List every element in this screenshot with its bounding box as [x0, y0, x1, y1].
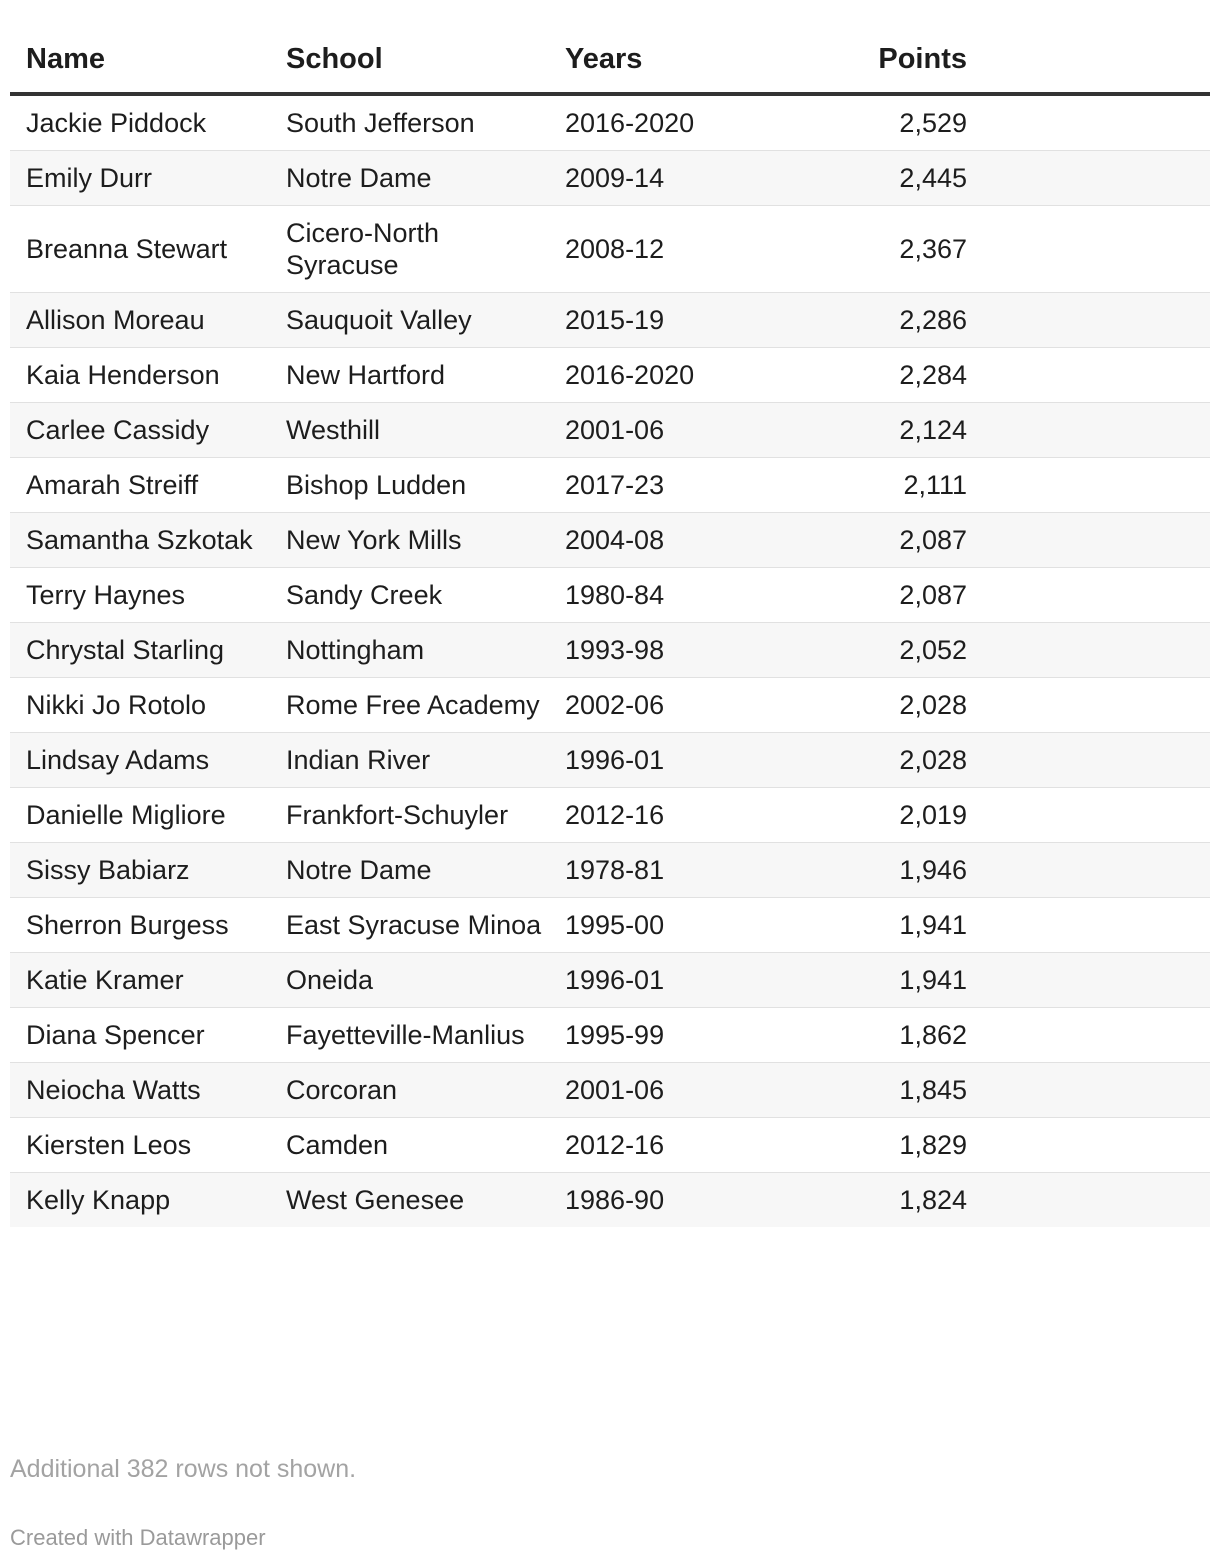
- cell-name: Nikki Jo Rotolo: [10, 678, 270, 733]
- table-row: [10, 151, 1210, 206]
- table-row: [10, 206, 1210, 293]
- cell-name: Amarah Streiff: [10, 458, 270, 513]
- cell-spacer: [967, 953, 1210, 1008]
- data-table: [10, 28, 1210, 1227]
- cell-school: Notre Dame: [270, 151, 549, 206]
- cell-spacer: [967, 623, 1210, 678]
- cell-name: Diana Spencer: [10, 1008, 270, 1063]
- cell-school: South Jefferson: [270, 94, 549, 151]
- cell-school: West Genesee: [270, 1173, 549, 1228]
- cell-spacer: [967, 293, 1210, 348]
- cell-spacer: [967, 348, 1210, 403]
- cell-spacer: [967, 1063, 1210, 1118]
- table-row: [10, 953, 1210, 1008]
- table-row: [10, 623, 1210, 678]
- cell-spacer: [967, 94, 1210, 151]
- cell-years: 2016-2020: [549, 348, 738, 403]
- table-row: [10, 678, 1210, 733]
- cell-name: Danielle Migliore: [10, 788, 270, 843]
- table-row: [10, 843, 1210, 898]
- cell-name: Emily Durr: [10, 151, 270, 206]
- table-row: [10, 94, 1210, 151]
- table-body: [10, 94, 1210, 1227]
- cell-spacer: [967, 733, 1210, 788]
- cell-years: 1986-90: [549, 1173, 738, 1228]
- cell-school: Camden: [270, 1118, 549, 1173]
- cell-name: Katie Kramer: [10, 953, 270, 1008]
- cell-school: Indian River: [270, 733, 549, 788]
- cell-name: Neiocha Watts: [10, 1063, 270, 1118]
- cell-years: 2008-12: [549, 206, 738, 293]
- cell-years: 2017-23: [549, 458, 738, 513]
- cell-points: 2,111: [738, 458, 967, 513]
- cell-name: Kelly Knapp: [10, 1173, 270, 1228]
- cell-spacer: [967, 403, 1210, 458]
- cell-school: Cicero-North Syracuse: [270, 206, 549, 293]
- column-header-name[interactable]: Name: [10, 28, 270, 94]
- cell-name: Kaia Henderson: [10, 348, 270, 403]
- cell-spacer: [967, 788, 1210, 843]
- cell-spacer: [967, 1173, 1210, 1228]
- cell-years: 2002-06: [549, 678, 738, 733]
- cell-years: 1980-84: [549, 568, 738, 623]
- cell-points: 2,028: [738, 733, 967, 788]
- cell-points: 1,845: [738, 1063, 967, 1118]
- cell-school: East Syracuse Minoa: [270, 898, 549, 953]
- cell-school: New York Mills: [270, 513, 549, 568]
- cell-points: 1,862: [738, 1008, 967, 1063]
- datawrapper-credit: Created with Datawrapper: [10, 1525, 266, 1550]
- column-header-years[interactable]: Years: [549, 28, 738, 94]
- table-row: [10, 513, 1210, 568]
- cell-school: Notre Dame: [270, 843, 549, 898]
- cell-school: New Hartford: [270, 348, 549, 403]
- table-row: [10, 403, 1210, 458]
- cell-years: 2016-2020: [549, 94, 738, 151]
- table-container: [10, 28, 1210, 1227]
- cell-points: 2,087: [738, 568, 967, 623]
- cell-points: 2,019: [738, 788, 967, 843]
- cell-spacer: [967, 843, 1210, 898]
- cell-points: 2,284: [738, 348, 967, 403]
- cell-school: Rome Free Academy: [270, 678, 549, 733]
- cell-school: Westhill: [270, 403, 549, 458]
- cell-points: 1,941: [738, 898, 967, 953]
- cell-spacer: [967, 458, 1210, 513]
- cell-name: Sissy Babiarz: [10, 843, 270, 898]
- table-row: [10, 898, 1210, 953]
- cell-name: Jackie Piddock: [10, 94, 270, 151]
- cell-school: Sauquoit Valley: [270, 293, 549, 348]
- table-row: [10, 1063, 1210, 1118]
- cell-name: Terry Haynes: [10, 568, 270, 623]
- cell-years: 2015-19: [549, 293, 738, 348]
- table-row: [10, 788, 1210, 843]
- cell-spacer: [967, 678, 1210, 733]
- cell-years: 2001-06: [549, 1063, 738, 1118]
- table-header: [10, 28, 1210, 94]
- table-row: [10, 1173, 1210, 1228]
- cell-points: 1,824: [738, 1173, 967, 1228]
- cell-years: 1978-81: [549, 843, 738, 898]
- cell-years: 2012-16: [549, 788, 738, 843]
- table-row: [10, 348, 1210, 403]
- cell-school: Bishop Ludden: [270, 458, 549, 513]
- cell-name: Lindsay Adams: [10, 733, 270, 788]
- cell-spacer: [967, 1118, 1210, 1173]
- cell-years: 2001-06: [549, 403, 738, 458]
- table-row: [10, 568, 1210, 623]
- cell-school: Corcoran: [270, 1063, 549, 1118]
- cell-years: 2012-16: [549, 1118, 738, 1173]
- table-row: [10, 293, 1210, 348]
- cell-years: 1996-01: [549, 953, 738, 1008]
- cell-name: Samantha Szkotak: [10, 513, 270, 568]
- cell-name: Allison Moreau: [10, 293, 270, 348]
- cell-points: 1,829: [738, 1118, 967, 1173]
- cell-name: Carlee Cassidy: [10, 403, 270, 458]
- cell-name: Chrystal Starling: [10, 623, 270, 678]
- cell-points: 2,367: [738, 206, 967, 293]
- cell-years: 1995-00: [549, 898, 738, 953]
- cell-years: 1993-98: [549, 623, 738, 678]
- cell-name: Sherron Burgess: [10, 898, 270, 953]
- table-row: [10, 1008, 1210, 1063]
- cell-spacer: [967, 151, 1210, 206]
- cell-spacer: [967, 898, 1210, 953]
- cell-points: 2,028: [738, 678, 967, 733]
- table-row: [10, 458, 1210, 513]
- cell-school: Frankfort-Schuyler: [270, 788, 549, 843]
- cell-spacer: [967, 513, 1210, 568]
- cell-points: 2,124: [738, 403, 967, 458]
- cell-name: Breanna Stewart: [10, 206, 270, 293]
- cell-spacer: [967, 206, 1210, 293]
- cell-points: 2,529: [738, 94, 967, 151]
- table-row: [10, 733, 1210, 788]
- column-header-spacer: [967, 28, 1210, 94]
- cell-name: Kiersten Leos: [10, 1118, 270, 1173]
- cell-points: 2,052: [738, 623, 967, 678]
- cell-years: 2004-08: [549, 513, 738, 568]
- cell-years: 1996-01: [549, 733, 738, 788]
- column-header-points[interactable]: Points: [738, 28, 967, 94]
- cell-school: Sandy Creek: [270, 568, 549, 623]
- table-row: [10, 1118, 1210, 1173]
- cell-school: Nottingham: [270, 623, 549, 678]
- column-header-school[interactable]: School: [270, 28, 549, 94]
- cell-points: 2,445: [738, 151, 967, 206]
- cell-points: 1,941: [738, 953, 967, 1008]
- cell-points: 2,087: [738, 513, 967, 568]
- cell-points: 2,286: [738, 293, 967, 348]
- cell-school: Fayetteville-Manlius: [270, 1008, 549, 1063]
- cell-spacer: [967, 568, 1210, 623]
- cell-spacer: [967, 1008, 1210, 1063]
- cell-years: 2009-14: [549, 151, 738, 206]
- cell-school: Oneida: [270, 953, 549, 1008]
- cell-years: 1995-99: [549, 1008, 738, 1063]
- rows-not-shown-note: Additional 382 rows not shown.: [10, 1455, 357, 1483]
- cell-points: 1,946: [738, 843, 967, 898]
